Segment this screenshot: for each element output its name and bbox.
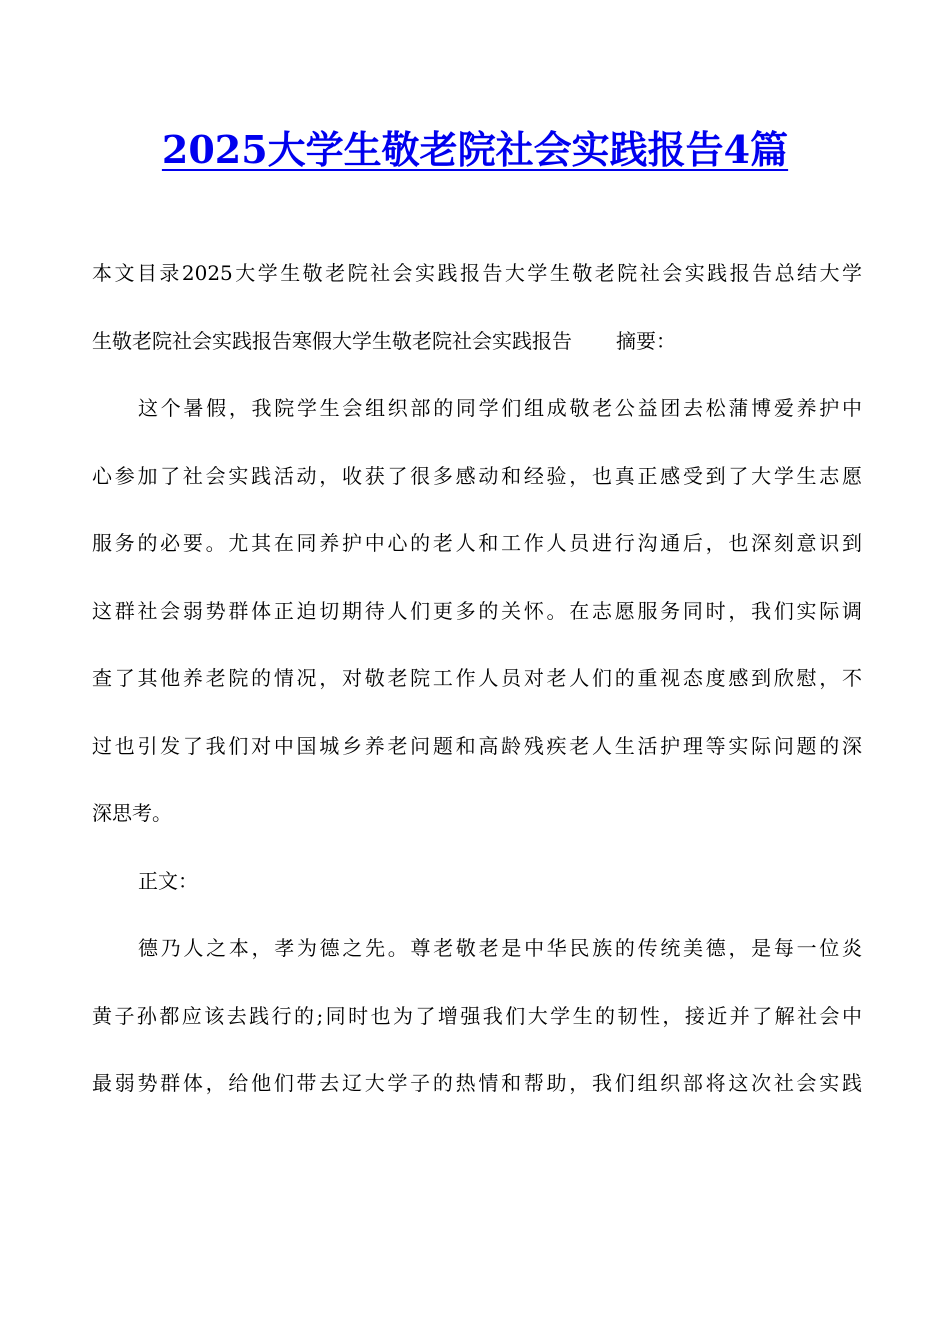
paragraph-line: 最弱势群体，给他们带去辽大学子的热情和帮助，我们组织部将这次社会实践 xyxy=(92,1071,862,1095)
body-label: 正文： xyxy=(138,868,198,893)
paragraph-line: 过也引发了我们对中国城乡养老问题和高龄残疾老人生活护理等实际问题的深 xyxy=(92,733,862,758)
paragraph-line: 这群社会弱势群体正迫切期待人们更多的关怀。在志愿服务同时，我们实际调 xyxy=(92,598,862,623)
paragraph-line: 黄子孙都应该去践行的;同时也为了增强我们大学生的韧性，接近并了解社会中 xyxy=(92,1003,862,1028)
toc-text: 生敬老院社会实践报告寒假大学生敬老院社会实践报告 xyxy=(92,328,572,353)
paragraph-line: 查了其他养老院的情况，对敬老院工作人员对老人们的重视态度感到欣慰，不 xyxy=(92,666,862,690)
document-title-link[interactable]: 2025大学生敬老院社会实践报告4篇 xyxy=(161,127,789,172)
abstract-label: 摘要： xyxy=(616,328,676,353)
paragraph-line: 深思考。 xyxy=(92,801,172,825)
toc-line: 本文目录2025大学生敬老院社会实践报告大学生敬老院社会实践报告总结大学 xyxy=(92,261,862,285)
document-body xyxy=(92,240,862,1118)
paragraph-line: 服务的必要。尤其在同养护中心的老人和工作人员进行沟通后，也深刻意识到 xyxy=(92,531,862,555)
paragraph-line: 德乃人之本，孝为德之先。尊老敬老是中华民族的传统美德，是每一位炎 xyxy=(138,936,862,960)
paragraph-line: 心参加了社会实践活动，收获了很多感动和经验，也真正感受到了大学生志愿 xyxy=(92,463,862,488)
paragraph-line: 这个暑假，我院学生会组织部的同学们组成敬老公益团去松蒲博爱养护中 xyxy=(138,396,862,420)
toc-line xyxy=(92,308,862,376)
